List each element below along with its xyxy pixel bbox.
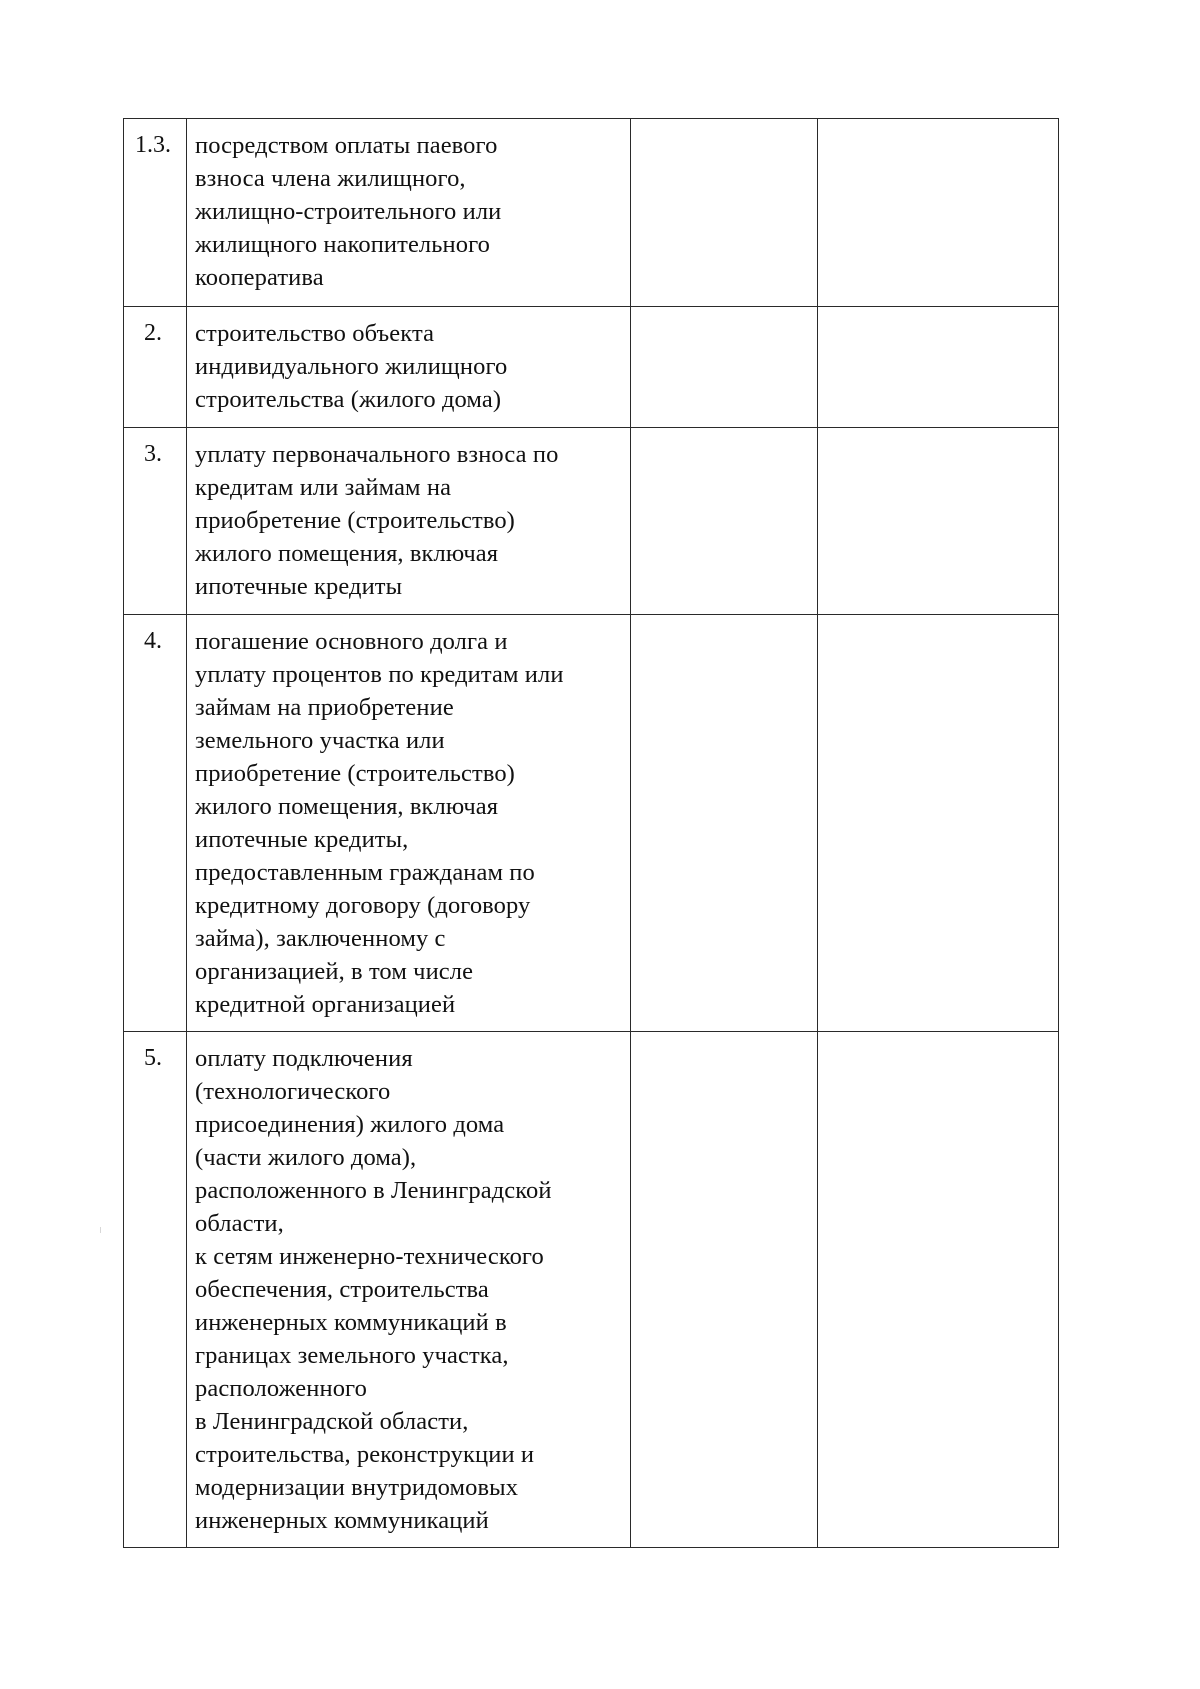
- empty-cell: [631, 119, 818, 307]
- empty-cell: [631, 428, 818, 615]
- row-number: 4.: [124, 615, 187, 1032]
- table-row: [124, 1032, 1059, 1548]
- row-description: посредством оплаты паевого взноса члена жилищного, жилищно-строительного или жилищного накопительного кооператива: [187, 119, 631, 307]
- empty-cell: [818, 307, 1059, 428]
- document-table: [123, 118, 1059, 1548]
- row-number: 5.: [124, 1032, 187, 1548]
- row-description: оплату подключения (технологического присоединения) жилого дома (части жилого дома), расположенного в Ленинградской области, к сетям инженерно-технического обеспечения, строительства инженерных коммуникаций в границах земельного участка, расположенного в Ленинградской области, строительства, реконструкции и модернизации внутридомовых инженерных коммуникаций: [187, 1032, 631, 1548]
- empty-cell: [818, 428, 1059, 615]
- empty-cell: [818, 615, 1059, 1032]
- table-row: [124, 307, 1059, 428]
- row-description: строительство объекта индивидуального жилищного строительства (жилого дома): [187, 307, 631, 428]
- scan-mark: [100, 1227, 101, 1233]
- empty-cell: [631, 1032, 818, 1548]
- empty-cell: [818, 119, 1059, 307]
- table-row: [124, 615, 1059, 1032]
- empty-cell: [631, 615, 818, 1032]
- row-description: уплату первоначального взноса по кредитам или займам на приобретение (строительство) жилого помещения, включая ипотечные кредиты: [187, 428, 631, 615]
- row-number: 3.: [124, 428, 187, 615]
- empty-cell: [818, 1032, 1059, 1548]
- row-number: 1.3.: [124, 119, 187, 307]
- empty-cell: [631, 307, 818, 428]
- row-description: погашение основного долга и уплату процентов по кредитам или займам на приобретение земельного участка или приобретение (строительство) жилого помещения, включая ипотечные кредиты, предоставленным гражданам по кредитному договору (договору займа), заключенному с организацией, в том числе кредитной организацией: [187, 615, 631, 1032]
- table-row: [124, 119, 1059, 307]
- row-number: 2.: [124, 307, 187, 428]
- table-row: [124, 428, 1059, 615]
